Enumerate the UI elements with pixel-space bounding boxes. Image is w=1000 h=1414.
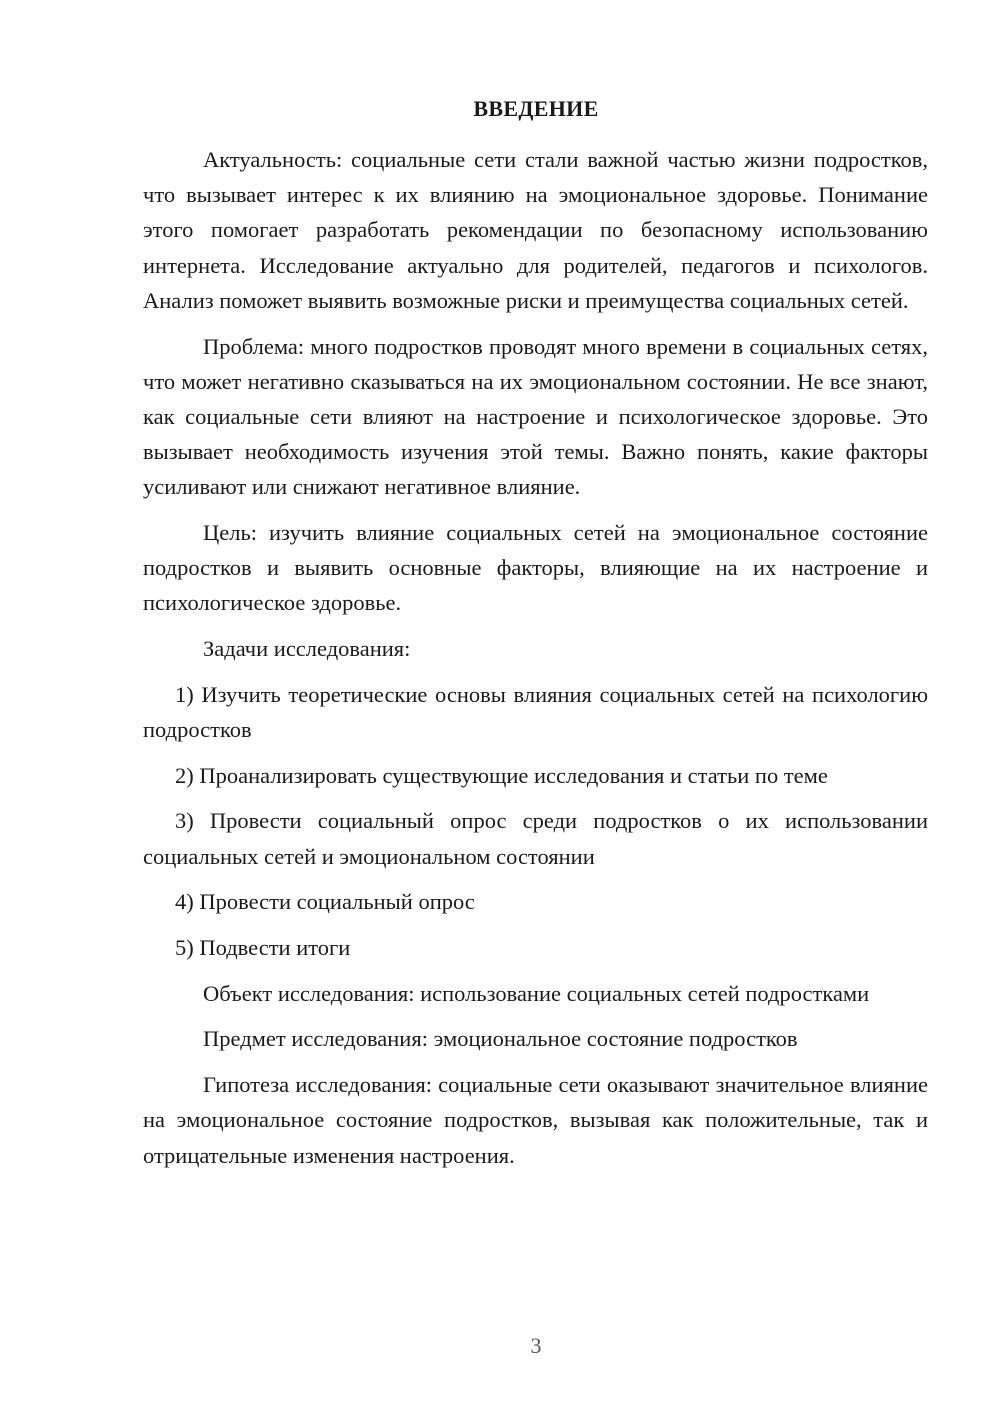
- paragraph-subject: Предмет исследования: эмоциональное состояние подростков: [203, 1026, 798, 1052]
- paragraph-problem: Проблема: много подростков проводят много времени в социальных сетях, что может негативно сказываться на их эмоциональном состоянии. Не все знают, как социальные сети влияют на настроение и психологическое здоровье. Это вызывает необходимость изучения этой темы. Важно понять, какие факторы усиливают или снижают негативное влияние.: [143, 333, 928, 500]
- document-body: [143, 142, 928, 1183]
- paragraph-tasks-heading: Задачи исследования:: [203, 636, 411, 662]
- paragraph-object: Объект исследования: использование социальных сетей подростками: [203, 980, 870, 1006]
- page-title: ВВЕДЕНИЕ: [473, 96, 599, 121]
- paragraph-hypothesis: Гипотеза исследования: социальные сети оказывают значительное влияние на эмоциональное состояние подростков, вызывая как положительные, так и отрицательные изменения настроения.: [143, 1072, 928, 1168]
- task-item-3: 3) Провести социальный опрос среди подростков о их использовании социальных сетей и эмоциональном состоянии: [143, 808, 928, 869]
- page-number: 3: [530, 1333, 542, 1358]
- task-item-5: 5) Подвести итоги: [175, 935, 351, 961]
- task-item-2: 2) Проанализировать существующие исследования и статьи по теме: [175, 762, 828, 788]
- paragraph-relevance: Актуальность: социальные сети стали важной частью жизни подростков, что вызывает интерес к их влиянию на эмоциональное здоровье. Понимание этого помогает разработать рекомендации по безопасному использованию интернета. Исследование актуально для родителей, педагогов и психологов. Анализ поможет выявить возможные риски и преимущества социальных сетей.: [143, 147, 928, 313]
- task-item-1: 1) Изучить теоретические основы влияния социальных сетей на психологию подростков: [143, 681, 928, 743]
- paragraph-goal: Цель: изучить влияние социальных сетей на эмоциональное состояние подростков и выявить основные факторы, влияющие на их настроение и психологическое здоровье.: [143, 520, 928, 616]
- task-item-4: 4) Провести социальный опрос: [175, 889, 475, 915]
